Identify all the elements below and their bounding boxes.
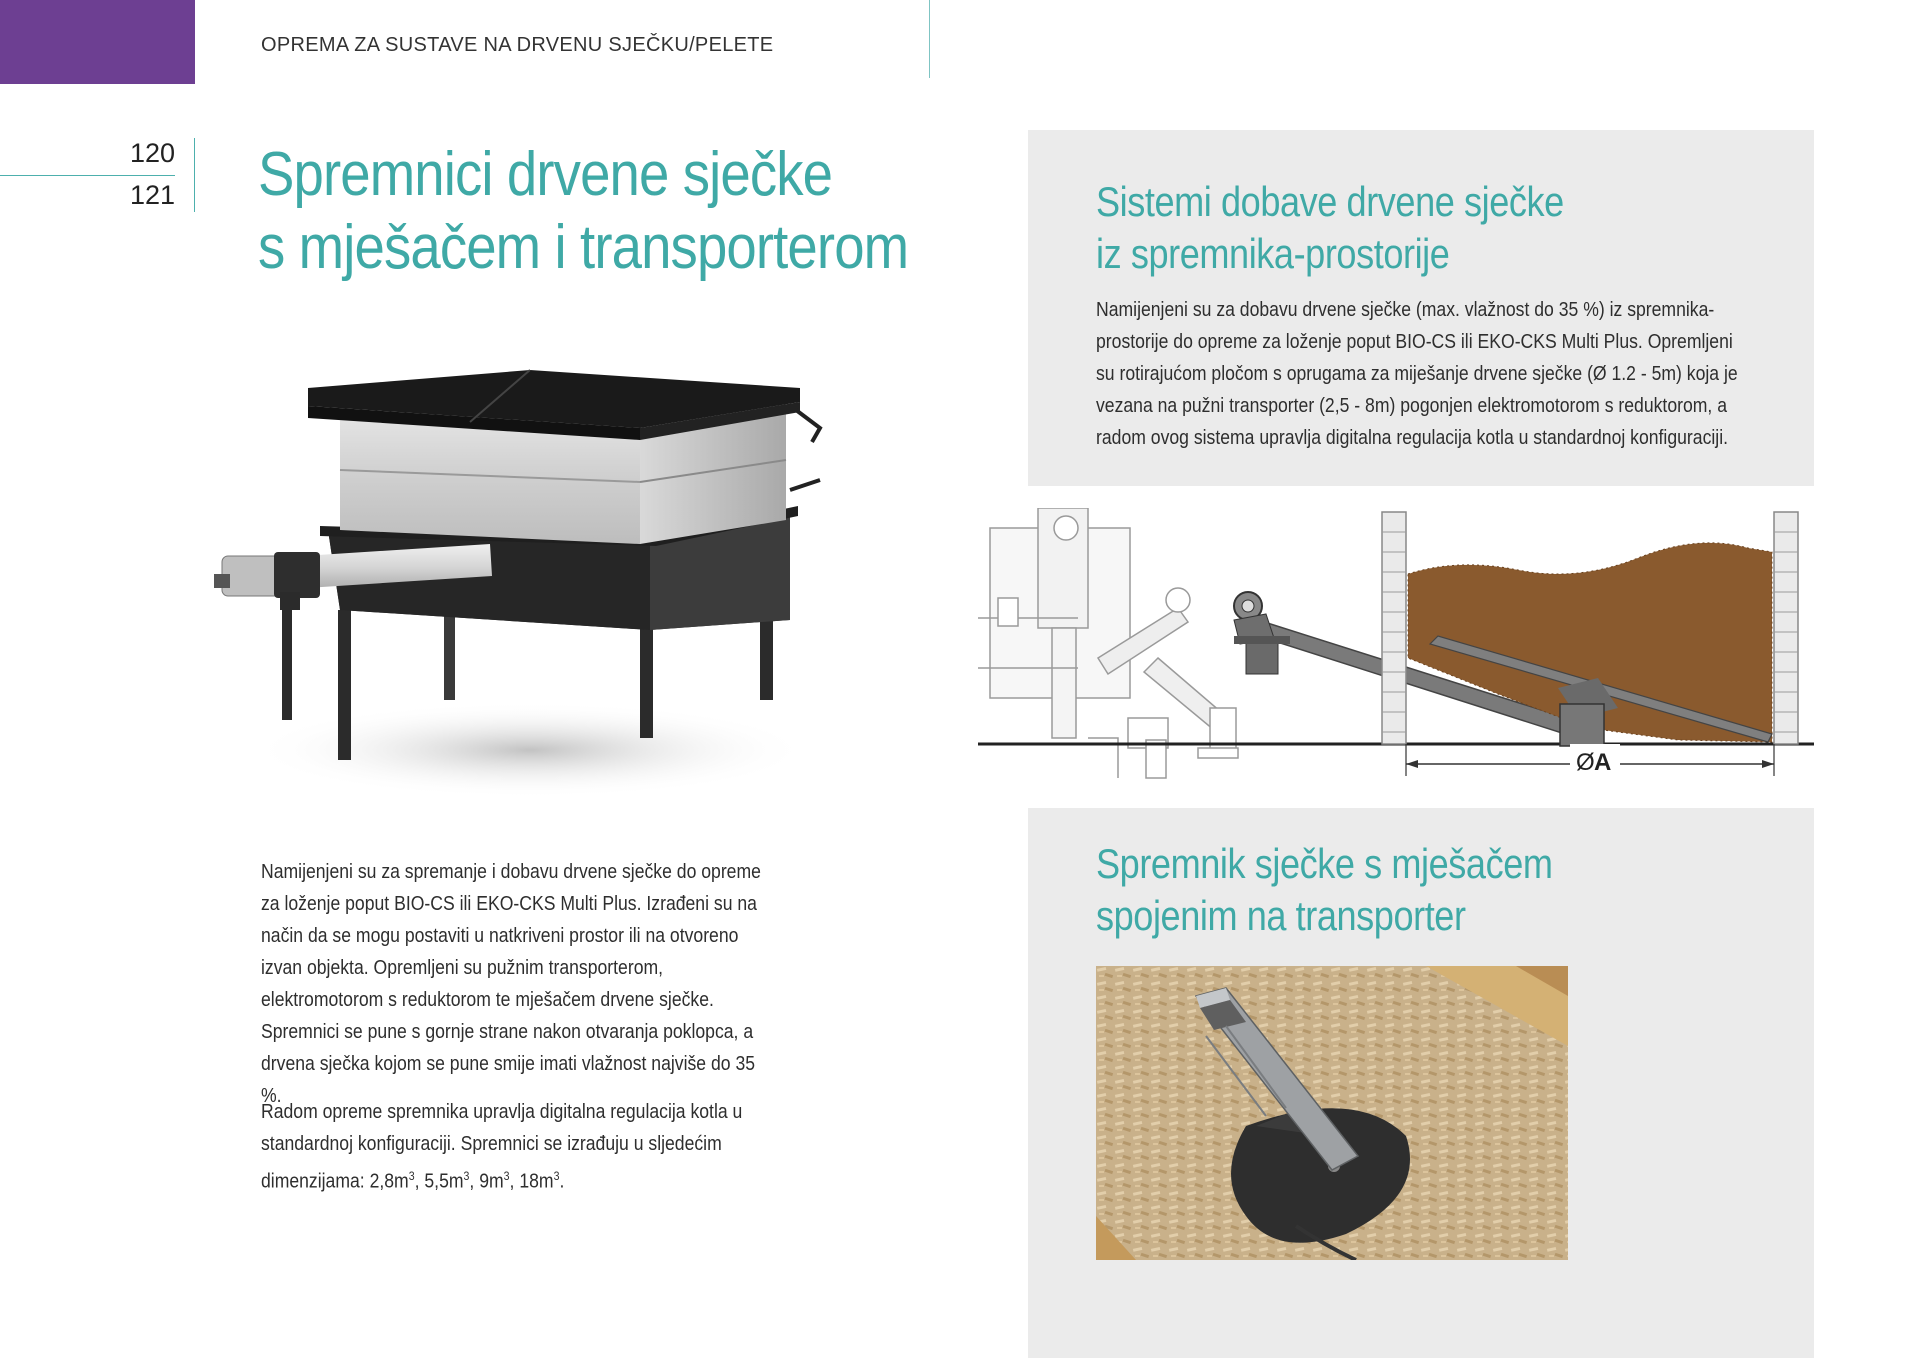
description-text-2-prefix: Radom opreme spremnika upravlja digitalna regulacija kotla u standardnoj konfiguraciji. Spremnici se izrađuju u sljedećim dimenzijama: <box>261 1101 743 1193</box>
dimension-exponent: 3 <box>503 1169 510 1183</box>
panel-top-text: Namijenjeni su za dobavu drvene sječke (max. vlažnost do 35 %) iz spremnika-prostorije do opreme za loženje poput BIO-CS ili EKO-CKS Multi Plus. Opremljeni su rotirajućom pločom s oprugama za miješanje drvene sječke (Ø 1.2 - 5m) koja je vezana na pužni transporter (2,5 - 8m) pogonjen elektromotorom s reduktorom, a radom ovog sistema upravlja digitalna regulacija kotla u standardnoj konfiguraciji. <box>1096 299 1738 449</box>
panel-top-title <box>1096 176 1629 280</box>
page-number-rule <box>0 175 175 176</box>
page-number-left: 120 <box>130 138 176 168</box>
dimension-1: 2,8m <box>369 1170 409 1193</box>
header-divider <box>929 0 930 78</box>
dimension-exponent: 3 <box>408 1169 415 1183</box>
section-header: OPREMA ZA SUSTAVE NA DRVENU SJEČKU/PELETE <box>261 34 774 56</box>
dimension-3: 9m <box>479 1170 504 1193</box>
storage-bin-illustration <box>200 330 860 810</box>
feeding-system-diagram <box>978 508 1814 792</box>
page-number-divider <box>194 138 195 212</box>
dimension-exponent: 3 <box>553 1169 560 1183</box>
dimension-2: 5,5m <box>424 1170 464 1193</box>
panel-bottom-title <box>1096 838 1629 942</box>
description-paragraph-2 <box>261 1096 771 1198</box>
dimension-4: 18m <box>519 1170 554 1193</box>
panel-bottom-title-line-2: spojenim na transporter <box>1096 892 1466 939</box>
page-title <box>258 138 909 284</box>
description-text-2: Radom opreme spremnika upravlja digitalna regulacija kotla u standardnoj konfiguraciji. Spremnici se izrađuju u sljedećim dimenzijama: $2,8m^3$, $5,5m^3$, $9m^3$, $18m^3$. <box>261 1101 743 1193</box>
page-title-line-2: s mješačem i transporterom <box>258 213 909 282</box>
boiler-outline <box>978 508 1238 778</box>
panel-bottom-title-line-1: Spremnik sječke s mješačem <box>1096 840 1553 887</box>
description-text-1: Namijenjeni su za spremanje i dobavu drvene sječke do opreme za loženje poput BIO-CS ili EKO-CKS Multi Plus. Izrađeni su na način da se mogu postaviti u natkriveni prostor ili na otvoreno izvan objekta. Opremljeni su pužnim transporterom, elektromotorom s reduktorom te mješačem drvene sječke. Spremnici se pune s gornje strane nakon otvaranja poklopca, a drvena sječka kojom se pune smije imati vlažnost najviše do 35 %. <box>261 861 761 1107</box>
dimension-exponent: 3 <box>463 1169 470 1183</box>
dimension-label-a: A <box>1594 749 1612 776</box>
panel-top-title-line-2: iz spremnika-prostorije <box>1096 230 1450 277</box>
panel-top-paragraph <box>1096 294 1744 454</box>
description-paragraph-1 <box>261 856 771 1112</box>
header-color-block <box>0 0 195 84</box>
page-title-line-1: Spremnici drvene sječke <box>258 140 833 209</box>
diameter-symbol: Ø <box>1576 749 1595 776</box>
page-number-right: 121 <box>130 180 176 210</box>
mixer-photo <box>1096 966 1568 1260</box>
panel-top-title-line-1: Sistemi dobave drvene sječke <box>1096 178 1564 225</box>
